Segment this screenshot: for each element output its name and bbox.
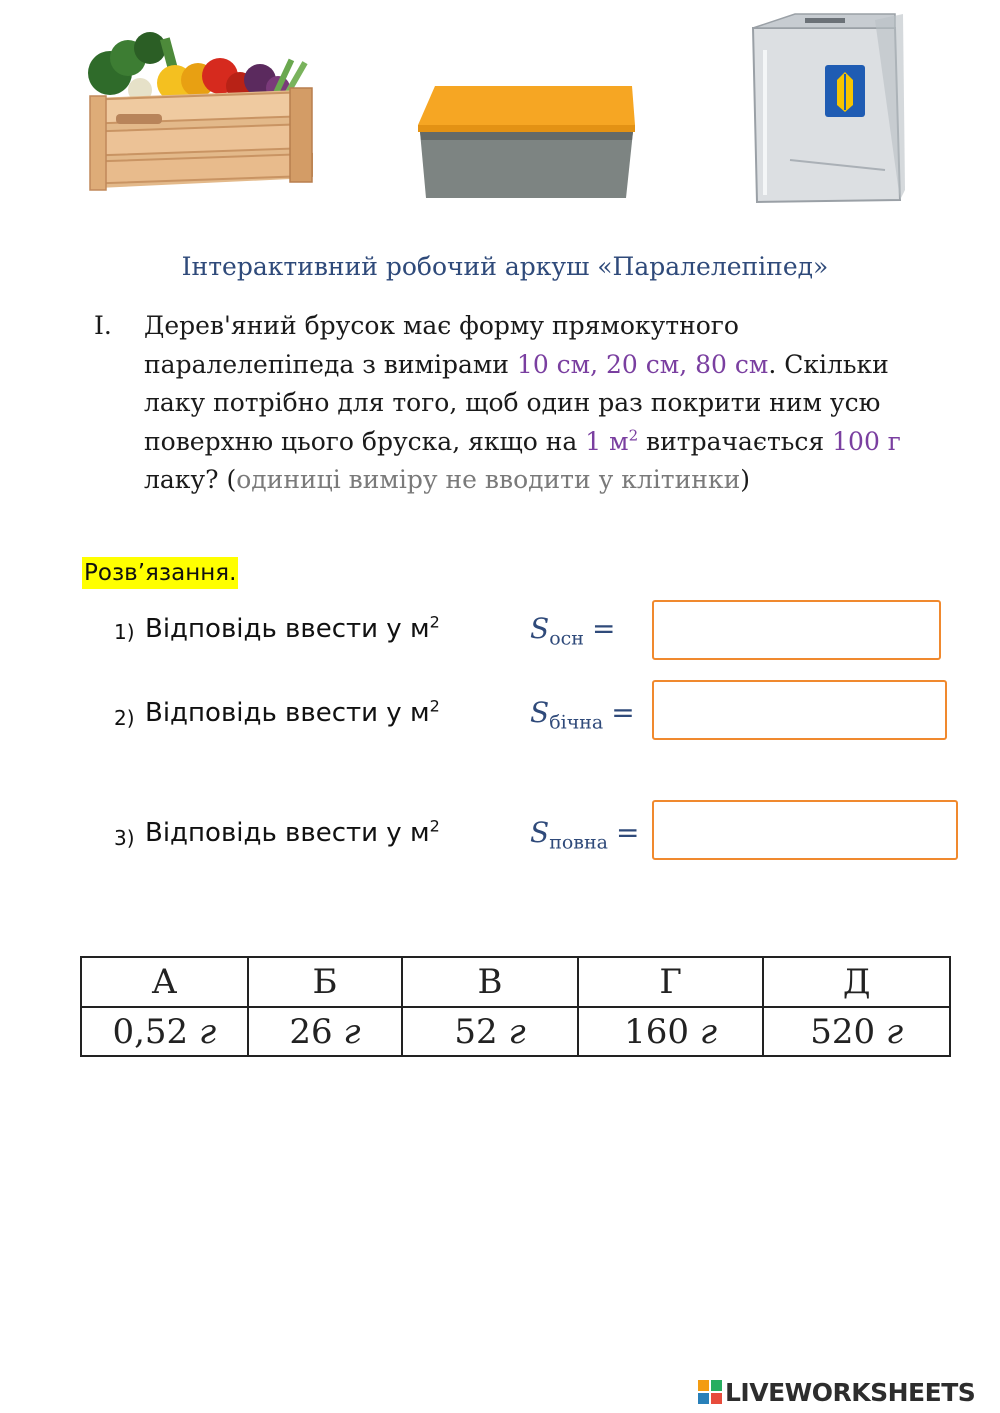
option-unit: г [199,1011,217,1052]
formula-s-lateral [530,696,635,734]
problem-area-exponent: 2 [628,426,639,445]
option-value [81,1007,248,1056]
option-number: 0,52 [112,1011,189,1052]
row-label-text: Відповідь ввести у м [145,614,430,644]
row-index: 2) [114,706,135,730]
liveworksheets-logo-icon [698,1380,722,1404]
row-label [145,614,440,644]
row-index: 1) [114,620,135,644]
problem-text-part2: . Скільки лаку потрібно для того, щоб один раз покрити ним усю поверхню цього бруска, якщо на [144,349,889,456]
answer-row-total [0,800,1000,864]
formula-s-total [530,816,640,854]
formula-symbol: S [530,816,550,849]
option-number: 52 [454,1011,498,1052]
problem-number: I. [94,311,112,340]
ballot-box-image [745,10,905,205]
formula-subscript: осн [549,627,584,650]
answer-options-table [80,956,951,1057]
option-unit: г [343,1011,361,1052]
formula-equals: = [591,612,616,645]
option-unit: г [508,1011,526,1052]
formula-equals: = [611,696,635,729]
row-label-text: Відповідь ввести у м [145,818,430,848]
option-number: 26 [289,1011,333,1052]
liveworksheets-logo[interactable] [698,1376,975,1408]
options-values-row [81,1007,950,1056]
option-letter: А [81,957,248,1007]
problem-text [144,307,954,500]
problem-text-part4: лаку? ( [144,465,237,494]
problem-text-part1: Дерев'яний брусок має форму прямокутного паралелепіпеда з вимірами [144,311,739,379]
row-label-exponent: 2 [429,816,440,836]
row-label [145,698,440,728]
vegetable-crate-image [80,28,330,193]
row-label [145,818,440,848]
formula-s-base [530,612,616,650]
problem-text-part3: витрачається [638,426,833,456]
solution-label: Розв’язання. [82,557,238,589]
problem-mass: 100 г [832,426,901,456]
row-index: 3) [114,826,135,850]
problem-dimensions: 10 см, 20 см, 80 см [516,349,769,379]
answer-row-lateral [0,680,1000,744]
row-label-exponent: 2 [429,696,440,716]
option-number: 160 [624,1011,690,1052]
row-label-text: Відповідь ввести у м [145,698,430,728]
option-value [763,1007,950,1056]
options-letters-row [81,957,950,1007]
option-value [402,1007,578,1056]
option-letter: В [402,957,578,1007]
option-letter: Д [763,957,950,1007]
worksheet-title: Інтерактивний робочий аркуш «Паралелепіпед» [181,252,829,281]
option-letter: Б [248,957,403,1007]
option-value [248,1007,403,1056]
option-letter: Г [578,957,764,1007]
formula-symbol: S [530,612,550,645]
option-value [578,1007,764,1056]
shoe-box-image [410,80,645,200]
problem-area-value: 1 м [585,426,629,456]
formula-subscript: повна [549,831,608,854]
problem-statement [94,307,954,500]
answer-row-base [0,600,1000,664]
problem-text-part5: ) [740,465,750,494]
option-number: 520 [810,1011,876,1052]
problem-note: одиниці виміру не вводити у клітинки [236,465,741,494]
formula-equals: = [615,816,640,849]
lateral-area-input[interactable] [652,680,947,740]
option-unit: г [699,1011,718,1052]
formula-symbol: S [530,696,550,729]
base-area-input[interactable] [652,600,941,660]
total-area-input[interactable] [652,800,958,860]
liveworksheets-brand: LIVEWORKSHEETS [725,1377,976,1407]
row-label-exponent: 2 [429,612,440,632]
option-unit: г [885,1011,904,1052]
formula-subscript: бічна [549,711,604,734]
